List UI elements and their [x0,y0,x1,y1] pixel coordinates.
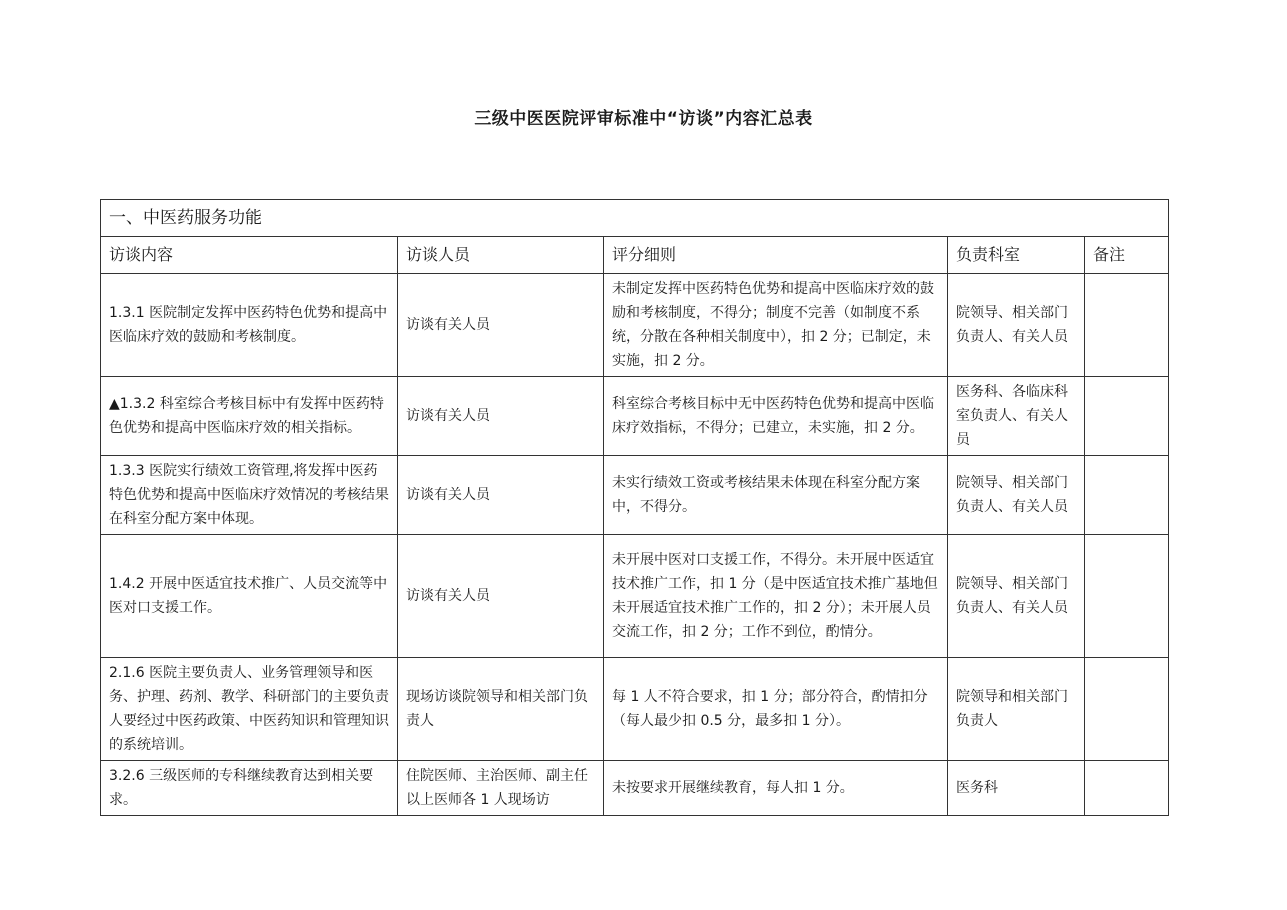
cell-interviewees: 访谈有关人员 [398,456,604,535]
cell-department: 院领导、相关部门负责人、有关人员 [948,535,1085,658]
cell-criteria: 每 1 人不符合要求，扣 1 分；部分符合，酌情扣分（每人最少扣 0.5 分，最多扣 1 分）。 [604,658,948,761]
cell-note [1085,456,1169,535]
cell-criteria: 未按要求开展继续教育，每人扣 1 分。 [604,761,948,816]
table-row [101,535,1169,658]
table-row [101,456,1169,535]
table-row [101,274,1169,377]
column-header-criteria: 评分细则 [604,237,948,274]
cell-interviewees: 现场访谈院领导和相关部门负责人 [398,658,604,761]
column-header-note: 备注 [1085,237,1169,274]
cell-department: 医务科 [948,761,1085,816]
section-title: 一、中医药服务功能 [101,200,1169,237]
cell-department: 院领导和相关部门负责人 [948,658,1085,761]
cell-content: 2.1.6 医院主要负责人、业务管理领导和医务、护理、药剂、教学、科研部门的主要负责人要经过中医药政策、中医药知识和管理知识的系统培训。 [101,658,398,761]
column-header-row [101,237,1169,274]
cell-content: 3.2.6 三级医师的专科继续教育达到相关要求。 [101,761,398,816]
table-row [101,377,1169,456]
cell-note [1085,761,1169,816]
cell-note [1085,377,1169,456]
cell-interviewees: 访谈有关人员 [398,274,604,377]
cell-criteria: 未实行绩效工资或考核结果未体现在科室分配方案中，不得分。 [604,456,948,535]
cell-interviewees: 访谈有关人员 [398,535,604,658]
column-header-interviewees: 访谈人员 [398,237,604,274]
cell-content: 1.3.1 医院制定发挥中医药特色优势和提高中医临床疗效的鼓励和考核制度。 [101,274,398,377]
column-header-department: 负责科室 [948,237,1085,274]
cell-department: 医务科、各临床科室负责人、有关人员 [948,377,1085,456]
document-title: 三级中医医院评审标准中“访谈”内容汇总表 [474,109,813,129]
cell-note [1085,535,1169,658]
column-header-content: 访谈内容 [101,237,398,274]
cell-criteria: 科室综合考核目标中无中医药特色优势和提高中医临床疗效指标，不得分；已建立，未实施，扣 2 分。 [604,377,948,456]
cell-content: 1.3.3 医院实行绩效工资管理,将发挥中医药特色优势和提高中医临床疗效情况的考核结果在科室分配方案中体现。 [101,456,398,535]
cell-content: 1.4.2 开展中医适宜技术推广、人员交流等中医对口支援工作。 [101,535,398,658]
cell-criteria: 未制定发挥中医药特色优势和提高中医临床疗效的鼓励和考核制度，不得分；制度不完善（如制度不系统，分散在各种相关制度中），扣 2 分；已制定，未实施，扣 2 分。 [604,274,948,377]
cell-department: 院领导、相关部门负责人、有关人员 [948,274,1085,377]
cell-content: ▲1.3.2 科室综合考核目标中有发挥中医药特色优势和提高中医临床疗效的相关指标。 [101,377,398,456]
cell-criteria: 未开展中医对口支援工作，不得分。未开展中医适宜技术推广工作，扣 1 分（是中医适宜技术推广基地但未开展适宜技术推广工作的，扣 2 分）；未开展人员交流工作，扣 2 分；工作不到位，酌情分。 [604,535,948,658]
cell-note [1085,274,1169,377]
cell-interviewees: 访谈有关人员 [398,377,604,456]
table-row [101,761,1169,816]
cell-note [1085,658,1169,761]
interview-summary-table [100,199,1169,816]
cell-interviewees: 住院医师、主治医师、副主任以上医师各 1 人现场访 [398,761,604,816]
cell-department: 院领导、相关部门负责人、有关人员 [948,456,1085,535]
table-row [101,658,1169,761]
section-header-row [101,200,1169,237]
